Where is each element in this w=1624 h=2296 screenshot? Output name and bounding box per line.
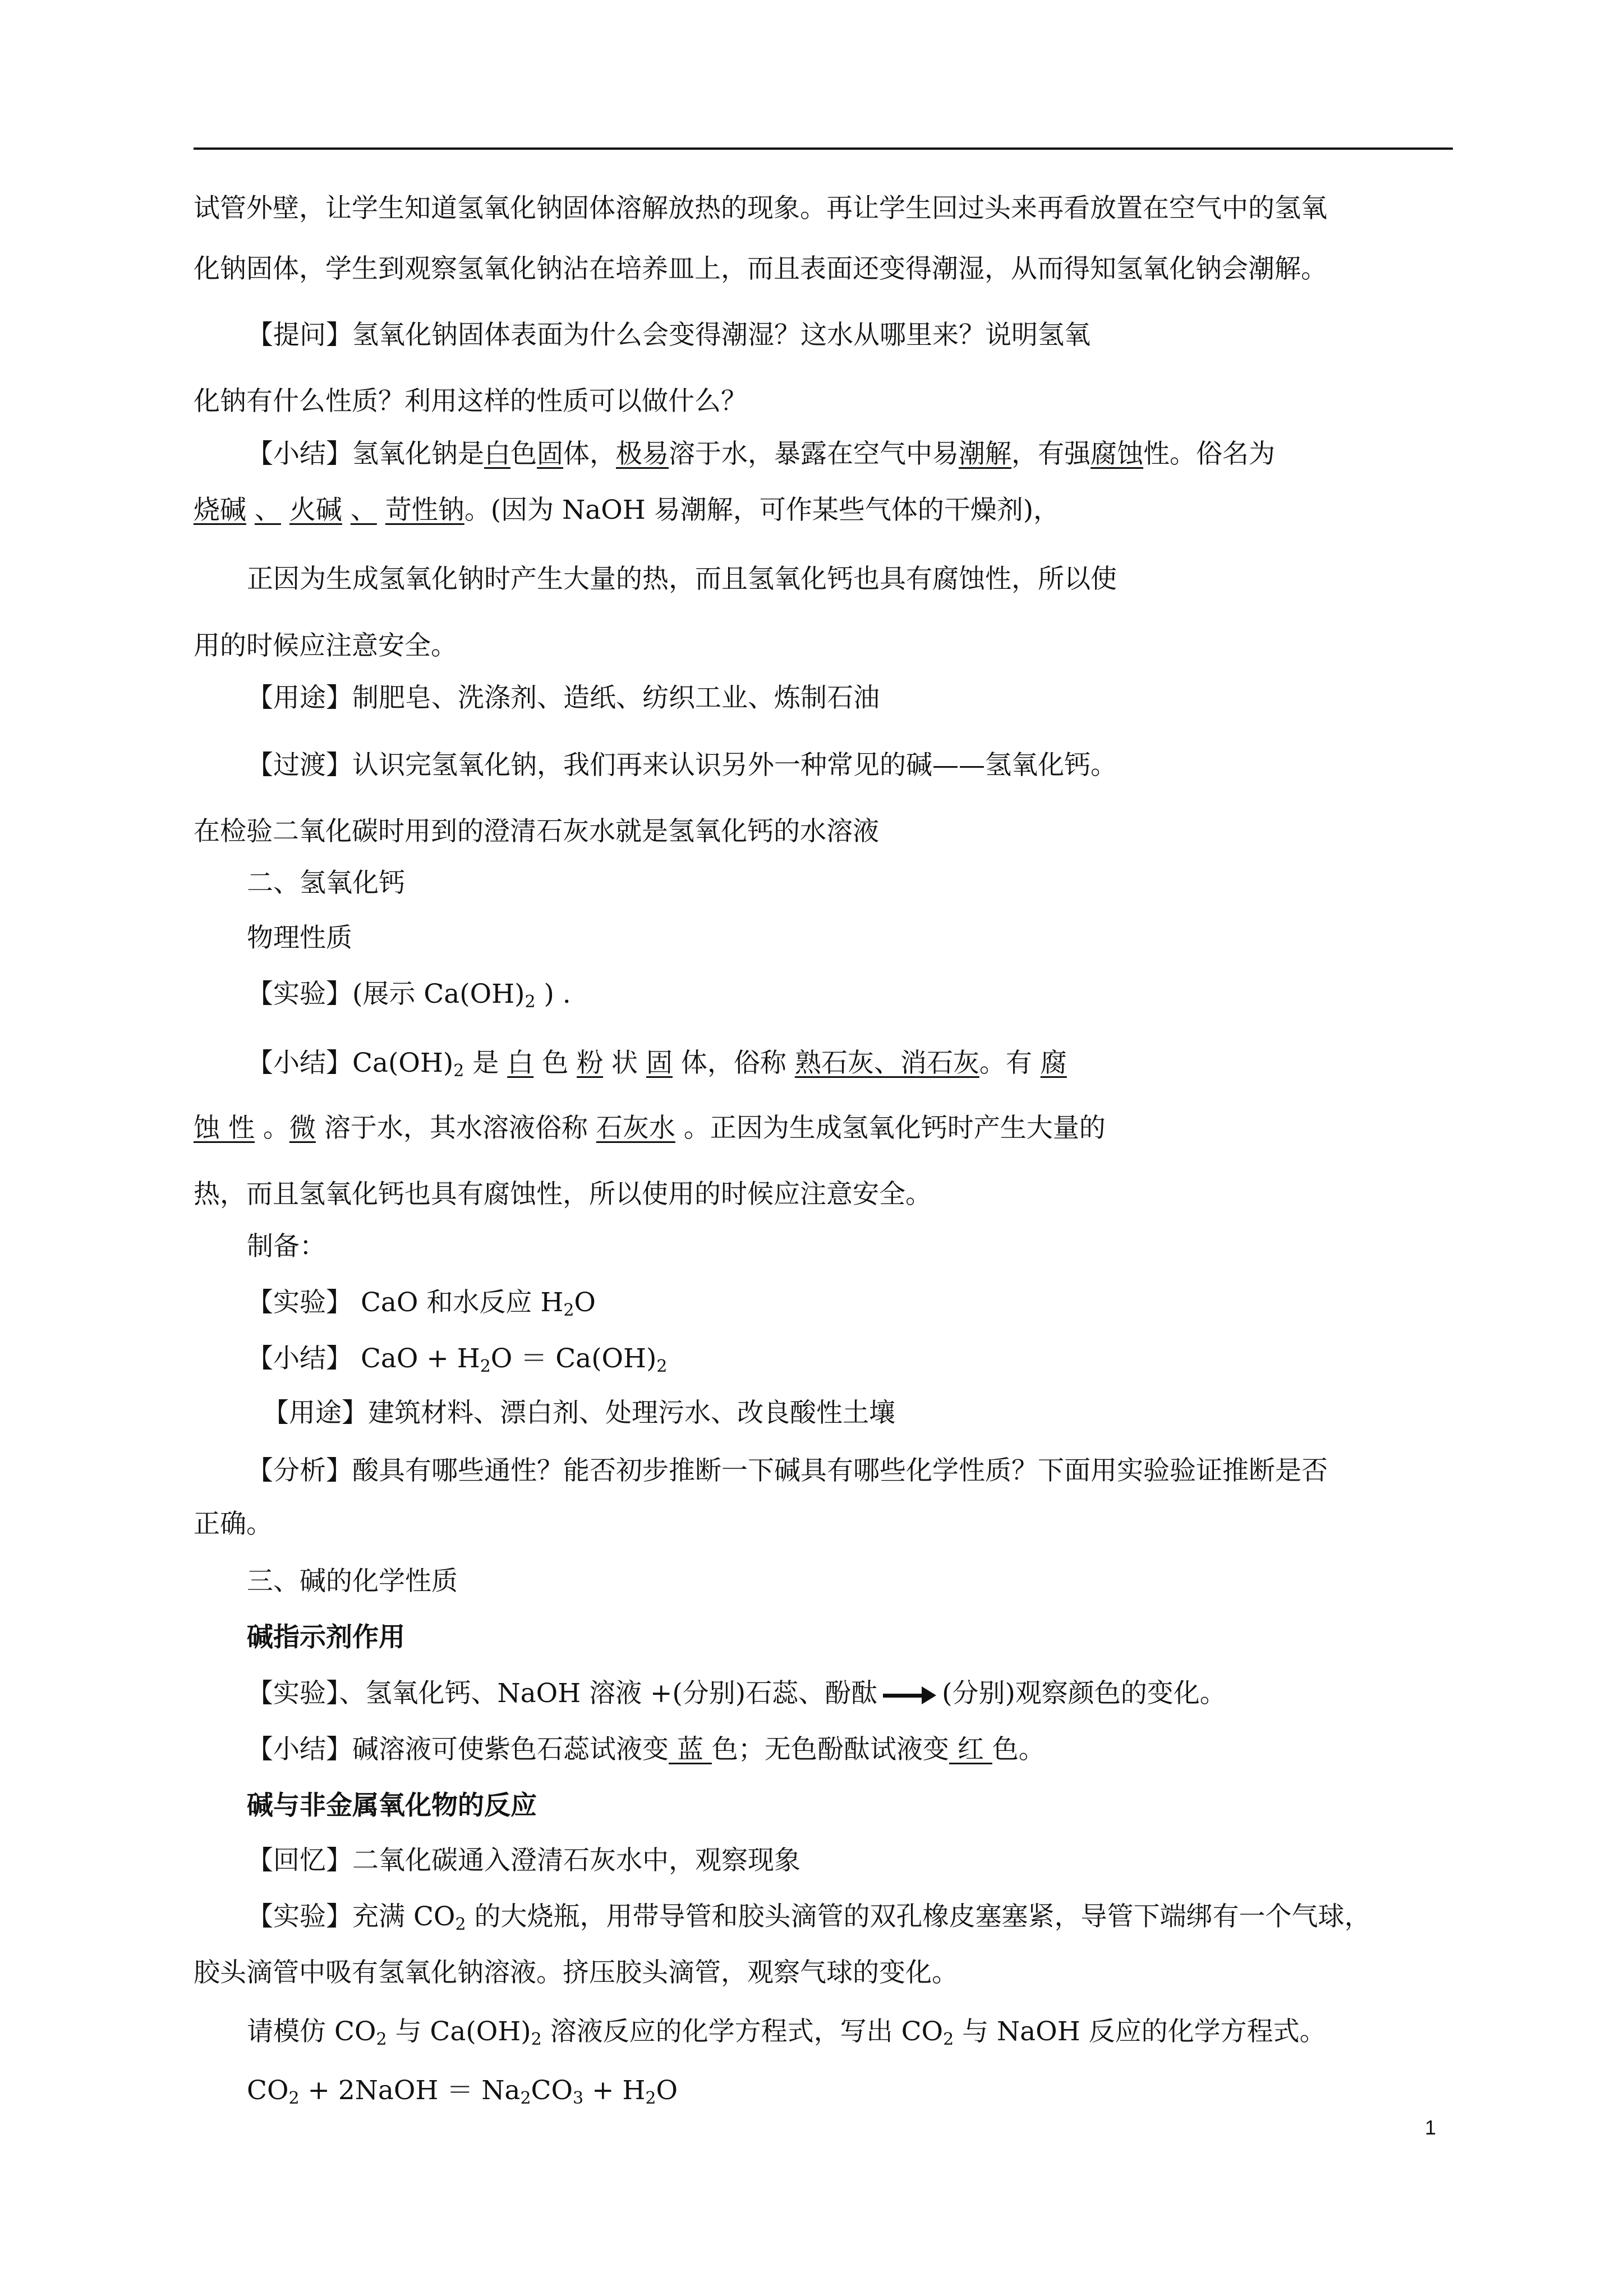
summary-caoh2-line: 【小结】$Ca(OH)_2$ 是 白 色 粉 状 固 体，俗称 熟石灰、消石灰。有 腐	[247, 1048, 1067, 1081]
answer-blank: 腐	[1040, 1048, 1067, 1078]
paragraph-line: 正确。	[194, 1509, 273, 1539]
answer-blank: 蚀 性	[194, 1113, 255, 1144]
instruction-line: 请模仿 $CO_2$ 与 $Ca(OH)_2$ 溶液反应的化学方程式，写出 $CO_2$ 与 NaOH 反应的化学方程式。	[247, 2016, 1326, 2049]
subheading: 制备：	[247, 1231, 326, 1262]
answer-blank: 火碱	[289, 495, 342, 525]
answer-blank: 腐蚀	[1091, 439, 1143, 469]
uses-line: 【用途】制肥皂、洗涤剂、造纸、纺织工业、炼制石油	[247, 683, 880, 713]
equation-line: $CO_2$ + 2NaOH ＝ $Na_2CO_3 + H_2O$	[247, 2075, 678, 2108]
answer-blank: 固	[537, 439, 563, 469]
paragraph-line: 在检验二氧化碳时用到的澄清石灰水就是氢氧化钙的水溶液	[194, 816, 879, 847]
paragraph-line: 胶头滴管中吸有氢氧化钠溶液。挤压胶头滴管，观察气球的变化。	[194, 1957, 958, 1988]
answer-blank: 粉	[577, 1048, 604, 1078]
question-line: 【提问】氢氧化钠固体表面为什么会变得潮湿？这水从哪里来？说明氢氧	[247, 320, 1091, 351]
section-heading: 二、氢氧化钙	[247, 868, 405, 898]
transition-line: 【过渡】认识完氢氧化钠，我们再来认识另外一种常见的碱——氢氧化钙。	[247, 750, 1117, 781]
common-names-line: 烧碱 、 火碱 、 苛性钠。(因为 NaOH 易潮解，可作某些气体的干燥剂)，	[194, 495, 1060, 525]
page-number: 1	[1425, 2116, 1437, 2139]
paragraph-line: 试管外壁，让学生知道氢氧化钠固体溶解放热的现象。再让学生回过头来再看放置在空气中的氢氧	[194, 193, 1327, 224]
answer-blank: 极易	[616, 439, 669, 469]
answer-blank: 烧碱	[194, 495, 246, 525]
paragraph-line: 用的时候应注意安全。	[194, 630, 457, 661]
right-arrow-icon	[883, 1690, 936, 1701]
recall-line: 【回忆】二氧化碳通入澄清石灰水中，观察现象	[247, 1845, 801, 1876]
answer-blank: 白	[484, 439, 510, 469]
paragraph-line: 化钠有什么性质？利用这样的性质可以做什么？	[194, 386, 747, 417]
paragraph-line: 蚀 性 。微 溶于水，其水溶液俗称 石灰水 。正因为生成氢氧化钙时产生大量的	[194, 1113, 1106, 1144]
analysis-line: 【分析】酸具有哪些通性？能否初步推断一下碱具有哪些化学性质？下面用实验验证推断是否	[247, 1455, 1328, 1486]
header-rule	[194, 147, 1453, 150]
equation-line: 【小结】 CaO + $H_2O = Ca(OH)_2$	[247, 1343, 668, 1376]
answer-blank: 石灰水	[596, 1113, 675, 1144]
experiment-line: 【实验】、氢氧化钙、NaOH 溶液 +(分别)石蕊、酚酞 (分别)观察颜色的变化。	[247, 1678, 1226, 1709]
section-heading: 三、碱的化学性质	[247, 1566, 458, 1597]
paragraph-line: 化钠固体，学生到观察氢氧化钠沾在培养皿上，而且表面还变得潮湿，从而得知氢氧化钠会潮解。	[194, 253, 1327, 284]
answer-blank: 红	[949, 1734, 992, 1765]
experiment-line: 【实验】(展示 $Ca(OH)_2$ ) .	[247, 979, 571, 1012]
answer-blank: 潮解	[959, 439, 1011, 469]
paragraph-line: 正因为生成氢氧化钠时产生大量的热，而且氢氧化钙也具有腐蚀性，所以使	[247, 564, 1117, 594]
paragraph-line: 热，而且氢氧化钙也具有腐蚀性，所以使用的时候应注意安全。	[194, 1179, 932, 1210]
experiment-line: 【实验】 CaO 和水反应 $H_2O$	[247, 1287, 596, 1320]
uses-line: 【用途】建筑材料、漂白剂、处理污水、改良酸性土壤	[263, 1398, 895, 1428]
subheading: 碱指示剂作用	[247, 1622, 405, 1653]
answer-blank: 固	[646, 1048, 673, 1078]
answer-blank: 苛性钠	[385, 495, 464, 525]
answer-blank: 微	[289, 1113, 316, 1144]
experiment-line: 【实验】充满 $CO_2$ 的大烧瓶，用带导管和胶头滴管的双孔橡皮塞塞紧，导管下端绑有一个气球，	[247, 1901, 1371, 1934]
answer-blank: 熟石灰、消石灰	[794, 1048, 979, 1078]
subheading: 碱与非金属氧化物的反应	[247, 1790, 537, 1821]
summary-naoh-line: 【小结】氢氧化钠是白色固体，极易溶于水，暴露在空气中易潮解，有强腐蚀性。俗名为	[247, 439, 1275, 469]
answer-blank: 蓝	[669, 1734, 712, 1765]
summary-indicator-line: 【小结】碱溶液可使紫色石蕊试液变 蓝 色；无色酚酞试液变 红 色。	[247, 1734, 1045, 1765]
subheading: 物理性质	[247, 923, 352, 953]
answer-blank: 白	[507, 1048, 534, 1078]
